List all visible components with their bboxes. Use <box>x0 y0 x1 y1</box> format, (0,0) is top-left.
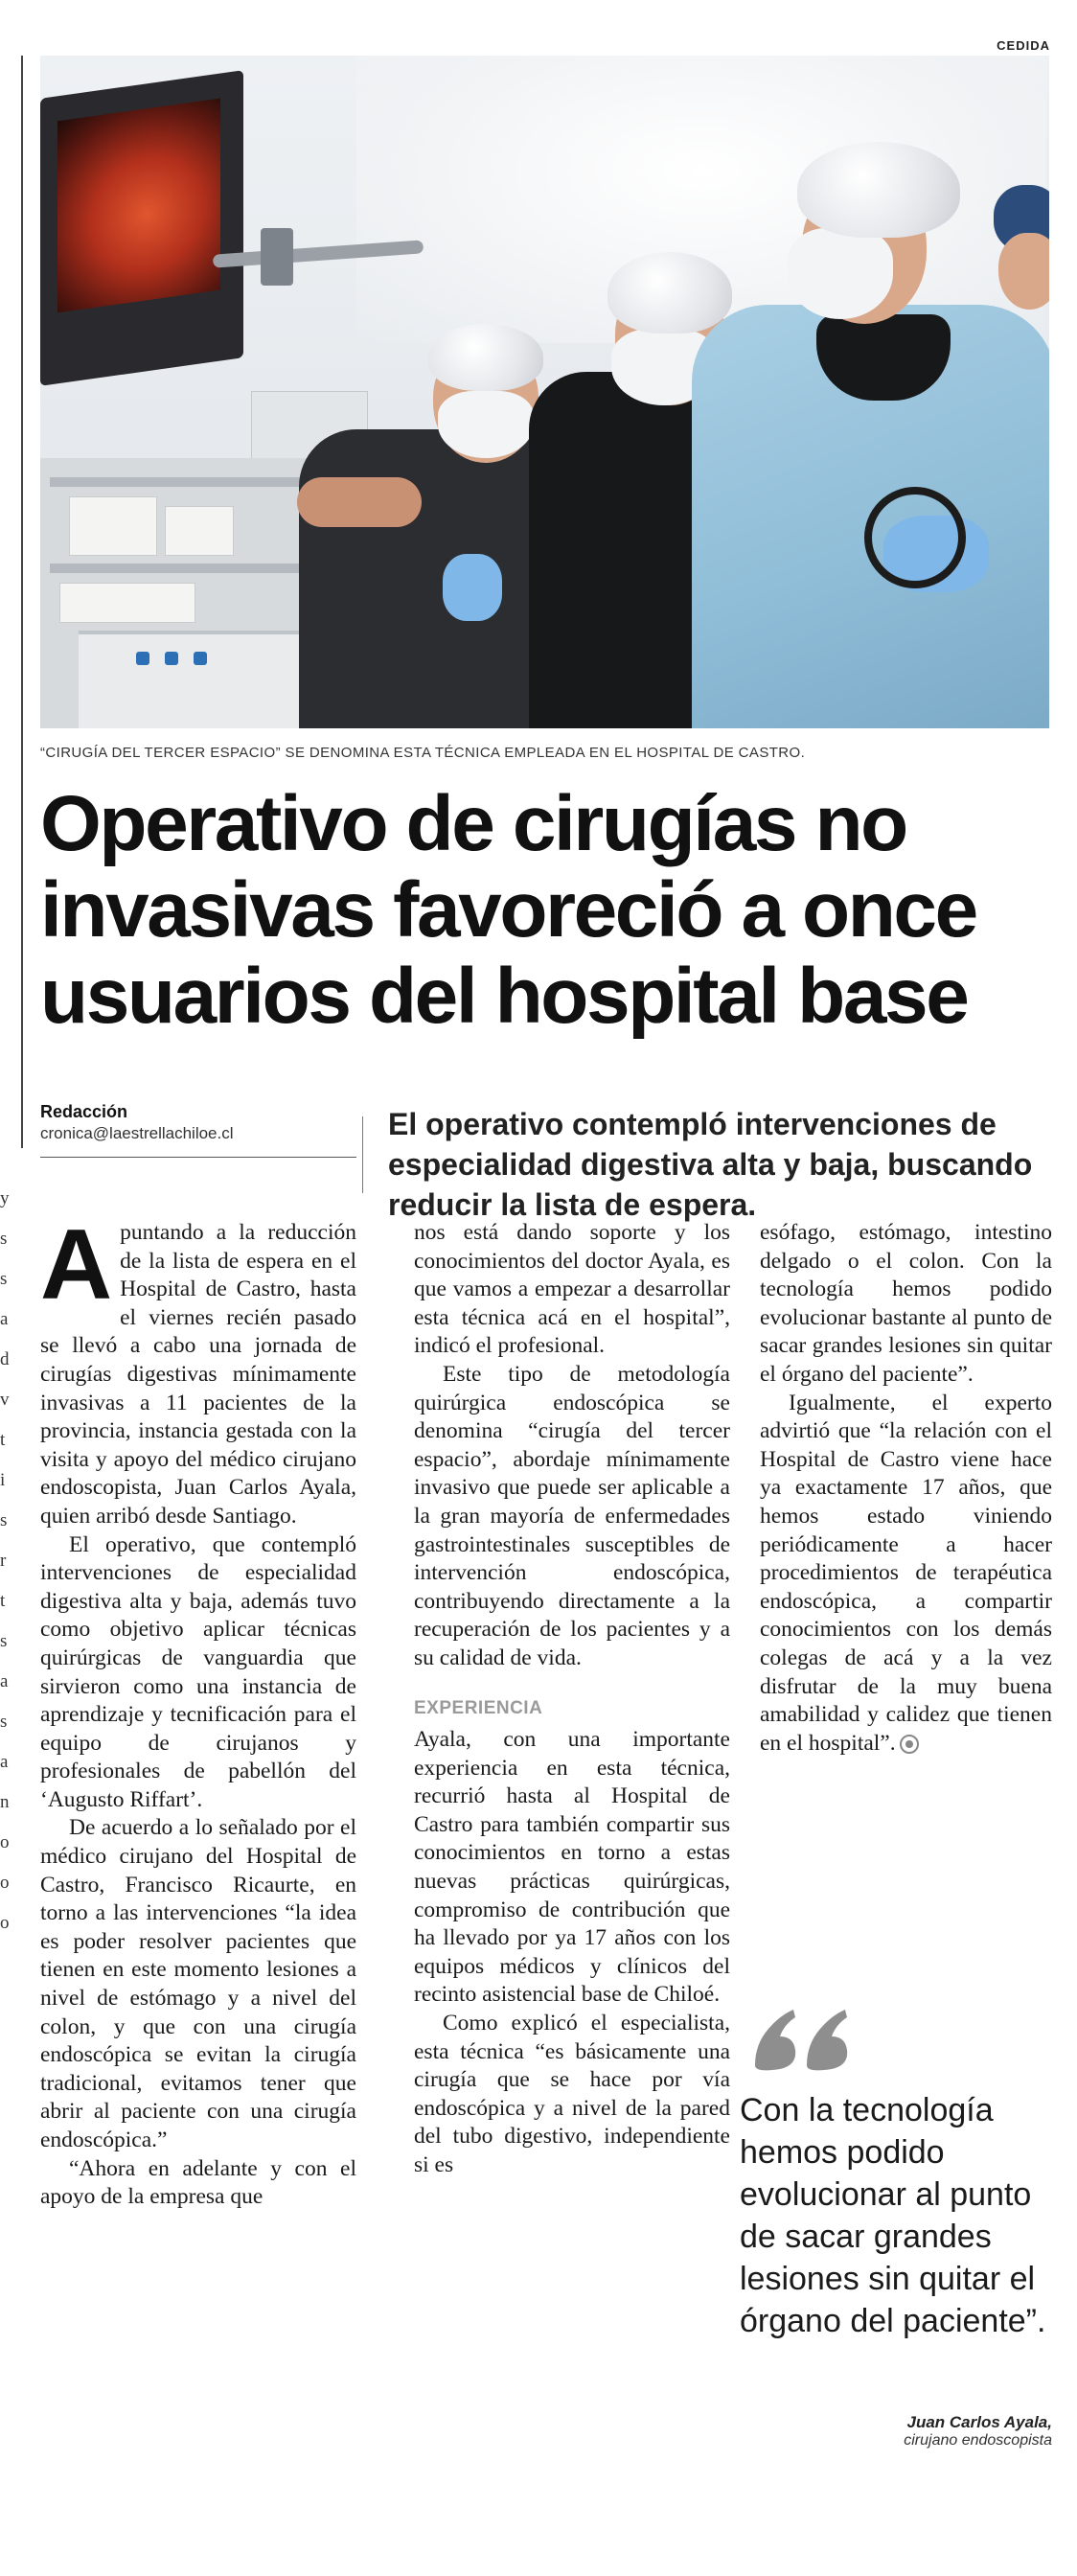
byline-name: Redacción <box>40 1102 128 1121</box>
paragraph: De acuerdo a lo señalado por el médico cirujano del Hospital de Castro, Francisco Ricaurte, en torno a las intervenciones “la idea es poder resolver pacientes que tienen en este momento lesiones a nivel de estómago y a nivel del colon, y que con una cirugía endoscópica se evitan la cirugía tradicional, evitamos tener que abrir al paciente con una cirugía endoscópica.” <box>40 1815 356 2152</box>
end-mark-icon <box>900 1735 919 1754</box>
drop-cap: A <box>40 1209 113 1321</box>
subsection-heading: EXPERIENCIA <box>414 1697 543 1718</box>
edge-letter: a <box>0 1671 9 1691</box>
edge-letter: s <box>0 1229 8 1249</box>
byline-rule <box>40 1157 356 1158</box>
edge-letter: n <box>0 1792 10 1812</box>
quote-author-role: cirujano endoscopista <box>904 2432 1052 2449</box>
edge-letter: i <box>0 1470 6 1490</box>
edge-letter: d <box>0 1349 10 1369</box>
article-column-1 <box>40 1209 356 2212</box>
edge-letter: y <box>0 1188 10 1208</box>
pull-quote-attribution <box>904 2413 1052 2450</box>
article-column-3 <box>760 1219 1052 1758</box>
article-column-2 <box>414 1219 730 2180</box>
paragraph: Igualmente, el experto advirtió que “la relación con el Hospital de Castro viene hace ya exactamente 17 años, que hemos estado viniendo periódicamente a hacer procedimientos de terapéutica endoscópica, a compartir conocimientos con los demás colegas de acá y a la vez disfrutar de la muy buena amabilidad y calidez que tienen en el hospital”. <box>760 1390 1052 1756</box>
paragraph: puntando a la reducción de la lista de espera en el Hospital de Castro, hasta el viernes recién pasado se llevó a cabo una jornada de cirugías digestivas mínimamente invasivas a 11 pacientes de la provincia, instancia gestada con la visita y apoyo del médico cirujano endoscopista, Juan Carlos Ayala, quien arribó desde Santiago. <box>40 1220 356 1529</box>
paragraph: esófago, estómago, intestino delgado o el colon. Con la tecnología hemos podido evolucionar bastante al punto de sacar grandes lesiones sin quitar el órgano del paciente”. <box>760 1220 1052 1387</box>
edge-letter: t <box>0 1591 6 1611</box>
column-divider <box>362 1116 363 1193</box>
edge-letter: s <box>0 1712 8 1732</box>
paragraph: nos está dando soporte y los conocimientos del doctor Ayala, es que vamos a empezar a desarrollar esta técnica acá en el hospital”, indicó el profesional. <box>414 1220 730 1359</box>
quote-author-name: Juan Carlos Ayala, <box>906 2413 1052 2431</box>
paragraph: Ayala, con una importante experiencia en esta técnica, recurrió hasta al Hospital de Castro para también compartir sus conocimientos en torno a estas nuevas prácticas quirúrgicas, compromiso de contribución que ha llevado por ya 17 años con los equipos médicos y clínicos del recinto asistencial base de Chiloé. <box>414 1727 730 2008</box>
edge-letter: o <box>0 1832 10 1852</box>
edge-letter: s <box>0 1269 8 1289</box>
edge-letter: o <box>0 1913 10 1933</box>
paragraph: Este tipo de metodología quirúrgica endoscópica se denomina “cirugía del tercer espacio”, abordaje mínimamente invasivo que puede ser aplicable a la gran mayoría de enfermedades gastrointestinales susceptibles de intervención endoscópica, contribuyendo directamente a la recuperación de los pacientes y a su calidad de vida. <box>414 1361 730 1670</box>
endoscopy-monitor <box>40 70 243 386</box>
subheadline: El operativo contempló intervenciones de especialidad digestiva alta y baja, buscando reducir la lista de espera. <box>388 1107 1033 1222</box>
edge-letter: s <box>0 1631 8 1651</box>
byline-email: cronica@laestrellachiloe.cl <box>40 1124 234 1142</box>
edge-letter: v <box>0 1390 10 1410</box>
edge-letter: o <box>0 1873 10 1893</box>
quote-mark-icon <box>749 1998 855 2073</box>
byline <box>40 1102 356 1158</box>
photo-caption: “CIRUGÍA DEL TERCER ESPACIO” SE DENOMINA ESTA TÉCNICA EMPLEADA EN EL HOSPITAL DE CASTRO. <box>40 745 806 761</box>
edge-letter: r <box>0 1551 7 1571</box>
edge-letter: t <box>0 1430 6 1450</box>
paragraph: El operativo, que contempló intervenciones de especialidad digestiva alta y baja, además tuvo como objetivo aplicar técnicas quirúrgicas de vanguardia que sirvieron como una instancia de aprendizaje y tecnificación para el equipo de cirujanos y profesionales de pabellón del ‘Augusto Riffart’. <box>40 1531 356 1812</box>
section-tag: CEDIDA <box>997 38 1050 53</box>
edge-letter: a <box>0 1752 9 1772</box>
paragraph: “Ahora en adelante y con el apoyo de la empresa que <box>40 2155 356 2210</box>
paragraph: Como explicó el especialista, esta técnica “es básicamente una cirugía que se hace por vía endoscópica y a nivel de la pared del tubo digestivo, independiente si es <box>414 2011 730 2177</box>
headline: Operativo de cirugías no invasivas favoreció a once usuarios del hospital base <box>40 780 976 1040</box>
article-photo <box>40 56 1049 728</box>
left-margin-rule <box>21 56 23 1148</box>
pull-quote: Con la tecnología hemos podido evolucionar al punto de sacar grandes lesiones sin quitar el órgano del paciente”. <box>740 2092 1046 2339</box>
edge-letter: a <box>0 1309 9 1329</box>
cropped-adjacent-column <box>0 1179 11 2540</box>
edge-letter: s <box>0 1510 8 1530</box>
